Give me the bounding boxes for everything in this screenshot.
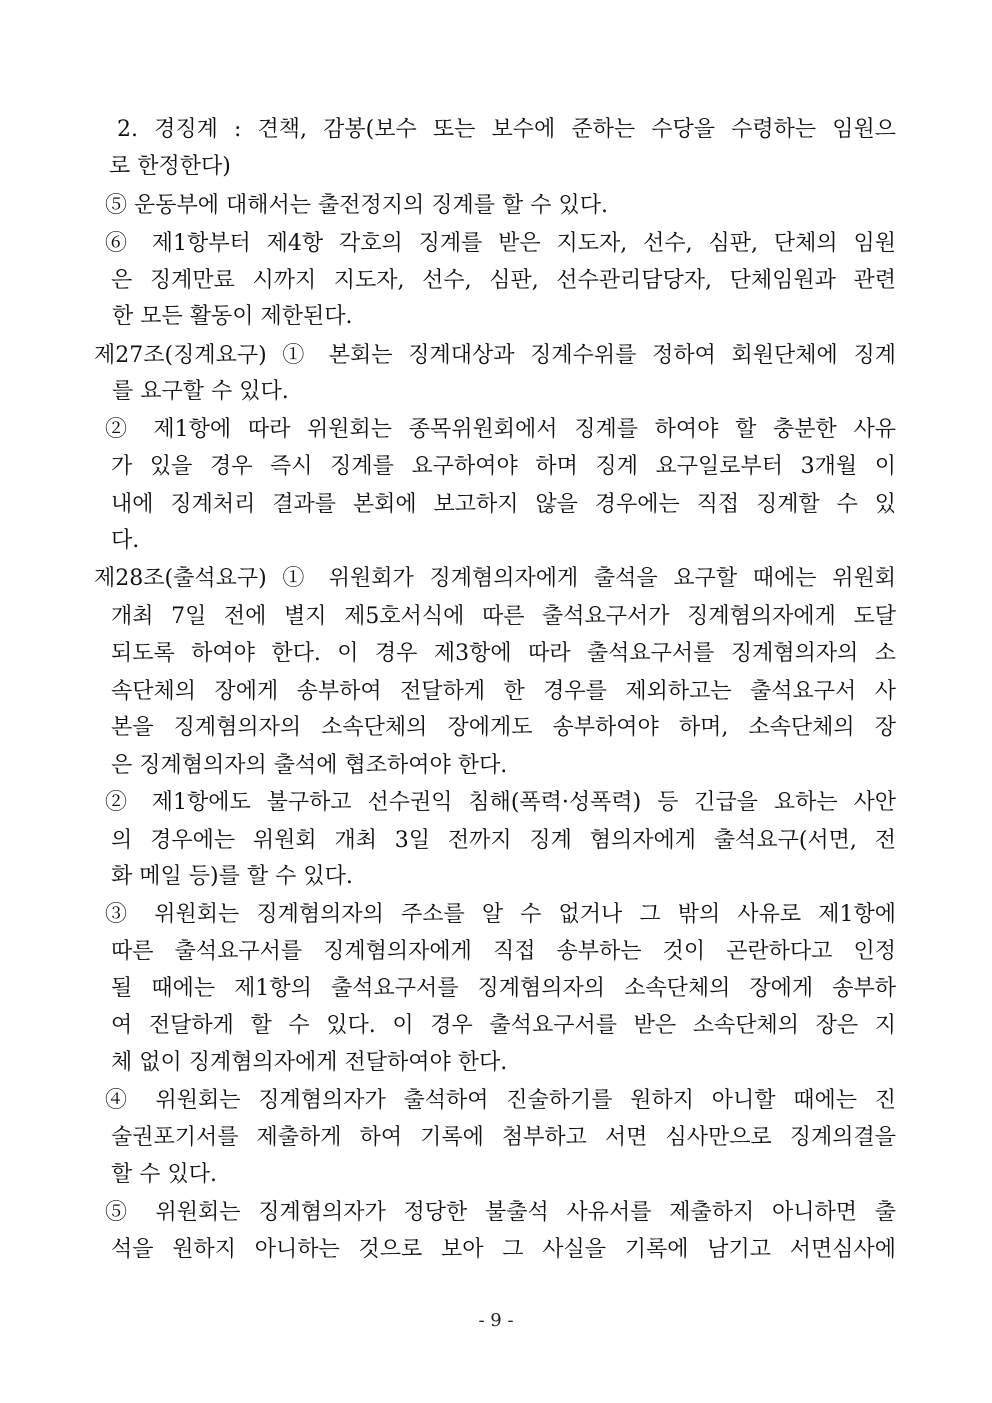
- text-line: 가 있을 경우 즉시 징계를 요구하여야 하며 징계 요구일로부터 3개월 이: [111, 454, 896, 479]
- text-line: 되도록 하여야 한다. 이 경우 제3항에 따라 출석요구서를 징계혐의자의 소: [111, 641, 896, 666]
- text-line: ② 제1항에 따라 위원회는 종목위원회에서 징계를 하여야 할 충분한 사유: [105, 417, 896, 442]
- text-line: 은 징계만료 시까지 지도자, 선수, 심판, 선수관리담당자, 단체임원과 관련: [111, 268, 896, 293]
- text-line: ⑤ 운동부에 대해서는 출전정지의 징계를 할 수 있다.: [105, 193, 608, 218]
- page-number: - 9 -: [478, 1310, 514, 1331]
- text-line: 화 메일 등)를 할 수 있다.: [111, 864, 353, 889]
- text-line: ③ 위원회는 징계혐의자의 주소를 알 수 없거나 그 밖의 사유로 제1항에: [105, 902, 896, 927]
- text-line: 다.: [111, 528, 140, 553]
- text-line: ⑤ 위원회는 징계혐의자가 정당한 불출석 사유서를 제출하지 아니하면 출: [105, 1200, 896, 1225]
- text-line: 한 모든 활동이 제한된다.: [112, 304, 353, 329]
- text-line: 2. 경징계 : 견책, 감봉(보수 또는 보수에 준하는 수당을 수령하는 임원으: [117, 117, 896, 142]
- text-line: 속단체의 장에게 송부하여 전달하게 한 경우를 제외하고는 출석요구서 사: [111, 679, 896, 704]
- text-line: ⑥ 제1항부터 제4항 각호의 징계를 받은 지도자, 선수, 심판, 단체의 임원: [105, 231, 896, 256]
- text-line: 술권포기서를 제출하게 하여 기록에 첨부하고 서면 심사만으로 징계의결을: [111, 1125, 896, 1150]
- text-line: 될 때에는 제1항의 출석요구서를 징계혐의자의 소속단체의 장에게 송부하: [111, 976, 896, 1001]
- article-heading-line: 제28조(출석요구) ① 위원회가 징계혐의자에게 출석을 요구할 때에는 위원회: [94, 566, 896, 591]
- text-line: 내에 징계처리 결과를 본회에 보고하지 않을 경우에는 직접 징계할 수 있: [111, 492, 896, 517]
- text-line: ② 제1항에도 불구하고 선수권익 침해(폭력·성폭력) 등 긴급을 요하는 사안: [105, 790, 896, 815]
- text-line: 따른 출석요구서를 징계혐의자에게 직접 송부하는 것이 곤란하다고 인정: [111, 939, 896, 964]
- text-line: 를 요구할 수 있다.: [112, 379, 289, 404]
- text-line: 여 전달하게 할 수 있다. 이 경우 출석요구서를 받은 소속단체의 장은 지: [111, 1013, 896, 1038]
- text-line: 의 경우에는 위원회 개최 3일 전까지 징계 혐의자에게 출석요구(서면, 전: [111, 828, 896, 853]
- text-line: 개최 7일 전에 별지 제5호서식에 따른 출석요구서가 징계혐의자에게 도달: [111, 604, 896, 629]
- text-line: 로 한정한다): [109, 154, 231, 179]
- text-line: ④ 위원회는 징계혐의자가 출석하여 진술하기를 원하지 아니할 때에는 진: [105, 1088, 896, 1113]
- text-line: 은 징계혐의자의 출석에 협조하여야 한다.: [111, 753, 508, 778]
- text-line: 석을 원하지 아니하는 것으로 보아 그 사실을 기록에 남기고 서면심사에: [111, 1237, 896, 1262]
- article-heading-line: 제27조(징계요구) ① 본회는 징계대상과 징계수위를 정하여 회원단체에 징계: [94, 343, 896, 368]
- text-line: 할 수 있다.: [111, 1162, 217, 1187]
- text-line: 본을 징계혐의자의 소속단체의 장에게도 송부하여야 하며, 소속단체의 장: [111, 715, 896, 740]
- text-line: 체 없이 징계혐의자에게 전달하여야 한다.: [111, 1050, 508, 1075]
